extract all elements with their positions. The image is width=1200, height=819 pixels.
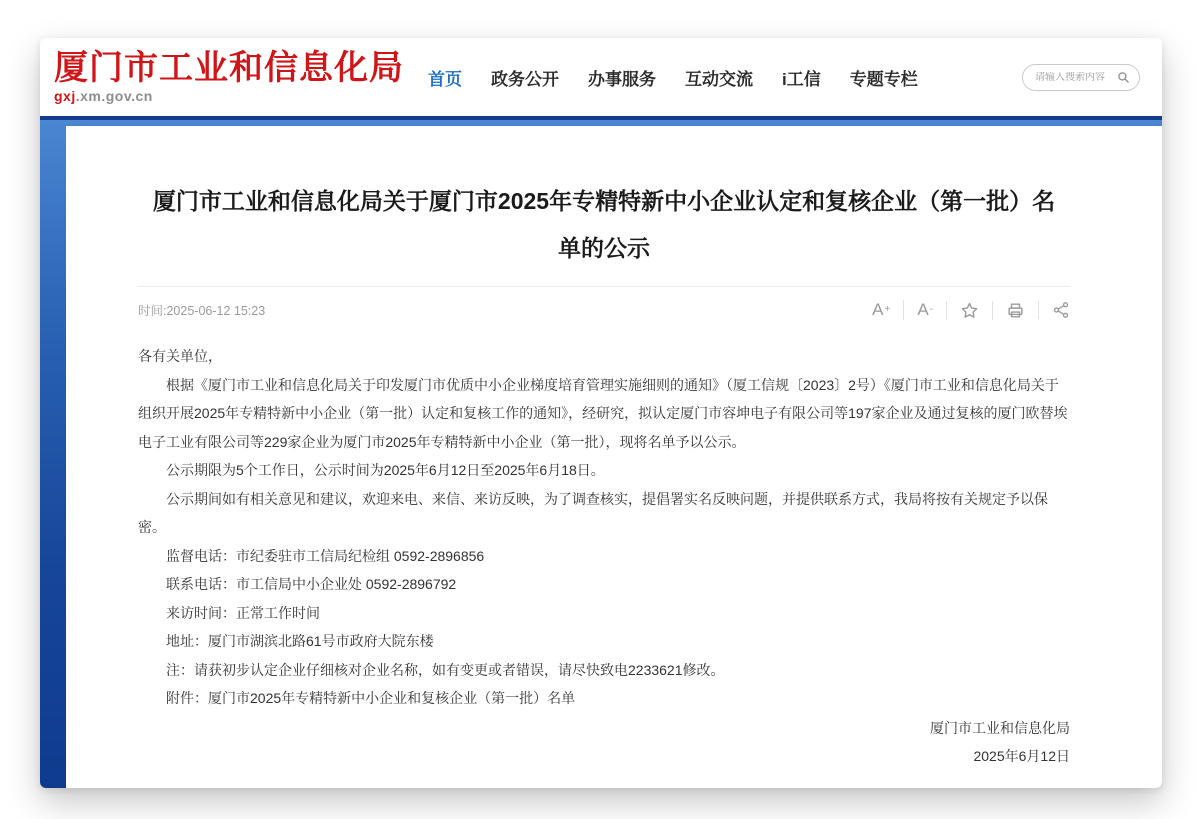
font-decrease-label: A xyxy=(917,300,929,319)
site-logo[interactable] xyxy=(54,51,404,104)
contact-phone-line: 联系电话：市工信局中小企业处 0592-2896792 xyxy=(166,576,457,592)
nav-item-home[interactable]: 首页 xyxy=(428,69,462,89)
publish-time: 时间:2025-06-12 15:23 xyxy=(138,304,266,318)
site-logo-title: 厦门市工业和信息化局 xyxy=(54,49,404,87)
search-box[interactable] xyxy=(1022,64,1140,91)
signature-block xyxy=(138,714,1070,771)
body-paragraph-basis: 根据《厦门市工业和信息化局关于印发厦门市优质中小企业梯度培育管理实施细则的通知》（厦工信规〔2023〕2号）《厦门市工业和信息化局关于组织开展2025年专精特新中小企业（第一批）认定和复核工作的通知》，经研究，拟认定厦门市容坤电子有限公司等197家企业及通过复核的厦门欧替埃电子工业有限公司等229家企业为厦门市2025年专精特新中小企业（第一批），现将名单予以公示。 xyxy=(138,376,1068,450)
site-header xyxy=(40,38,1162,116)
font-decrease-sign: - xyxy=(929,304,933,315)
nav-item-igongxin[interactable]: i工信 xyxy=(782,69,821,89)
printer-icon xyxy=(1006,301,1025,320)
nav-item-services[interactable]: 办事服务 xyxy=(588,69,656,89)
article-body xyxy=(138,342,1070,713)
page-card xyxy=(40,38,1162,788)
body-paragraph-period: 公示期限为5个工作日，公示时间为2025年6月12日至2025年6月18日。 xyxy=(166,462,605,478)
search-input[interactable] xyxy=(1035,72,1117,83)
attachment-link[interactable]: 附件：厦门市2025年专精特新中小企业和复核企业（第一批）名单 xyxy=(166,690,576,706)
body-paragraph-feedback: 公示期间如有相关意见和建议，欢迎来电、来信、来访反映，为了调查核实，提倡署实名反映问题，并提供联系方式，我局将按有关规定予以保密。 xyxy=(138,490,1048,535)
content-band xyxy=(40,116,1162,788)
main-nav xyxy=(428,65,918,90)
font-decrease-button[interactable] xyxy=(903,300,946,320)
article-meta-row xyxy=(138,286,1070,320)
share-icon xyxy=(1052,301,1070,319)
search-icon[interactable] xyxy=(1117,71,1130,84)
article-toolbar xyxy=(859,300,1070,320)
supervision-phone-line: 监督电话：市纪委驻市工信局纪检组 0592-2896856 xyxy=(166,547,485,564)
nav-item-special-topics[interactable]: 专题专栏 xyxy=(849,69,918,89)
article-title: 厦门市工业和信息化局关于厦门市2025年专精特新中小企业认定和复核企业（第一批）名单的公示 xyxy=(152,188,1056,261)
share-button[interactable] xyxy=(1038,301,1070,319)
visit-time-line: 来访时间：正常工作时间 xyxy=(166,604,320,621)
site-domain-prefix: gxj xyxy=(54,87,76,104)
article-container xyxy=(66,126,1162,788)
font-increase-label: A xyxy=(872,300,884,319)
nav-item-gov-affairs[interactable]: 政务公开 xyxy=(491,69,559,89)
font-increase-sign: + xyxy=(884,304,891,315)
salutation-line: 各有关单位， xyxy=(138,348,222,364)
site-domain-suffix: .xm.gov.cn xyxy=(75,87,153,104)
signature-org: 厦门市工业和信息化局 xyxy=(930,719,1070,736)
address-line: 地址：厦门市湖滨北路61号市政府大院东楼 xyxy=(166,633,434,649)
signature-date: 2025年6月12日 xyxy=(973,748,1070,764)
nav-item-interaction[interactable]: 互动交流 xyxy=(685,69,753,89)
star-icon xyxy=(960,301,979,320)
site-domain xyxy=(54,88,404,104)
note-line: 注：请获初步认定企业仔细核对企业名称，如有变更或者错误，请尽快致电2233621修改。 xyxy=(166,661,725,678)
font-increase-button[interactable] xyxy=(859,300,903,320)
print-button[interactable] xyxy=(992,301,1038,320)
favorite-button[interactable] xyxy=(946,301,992,320)
